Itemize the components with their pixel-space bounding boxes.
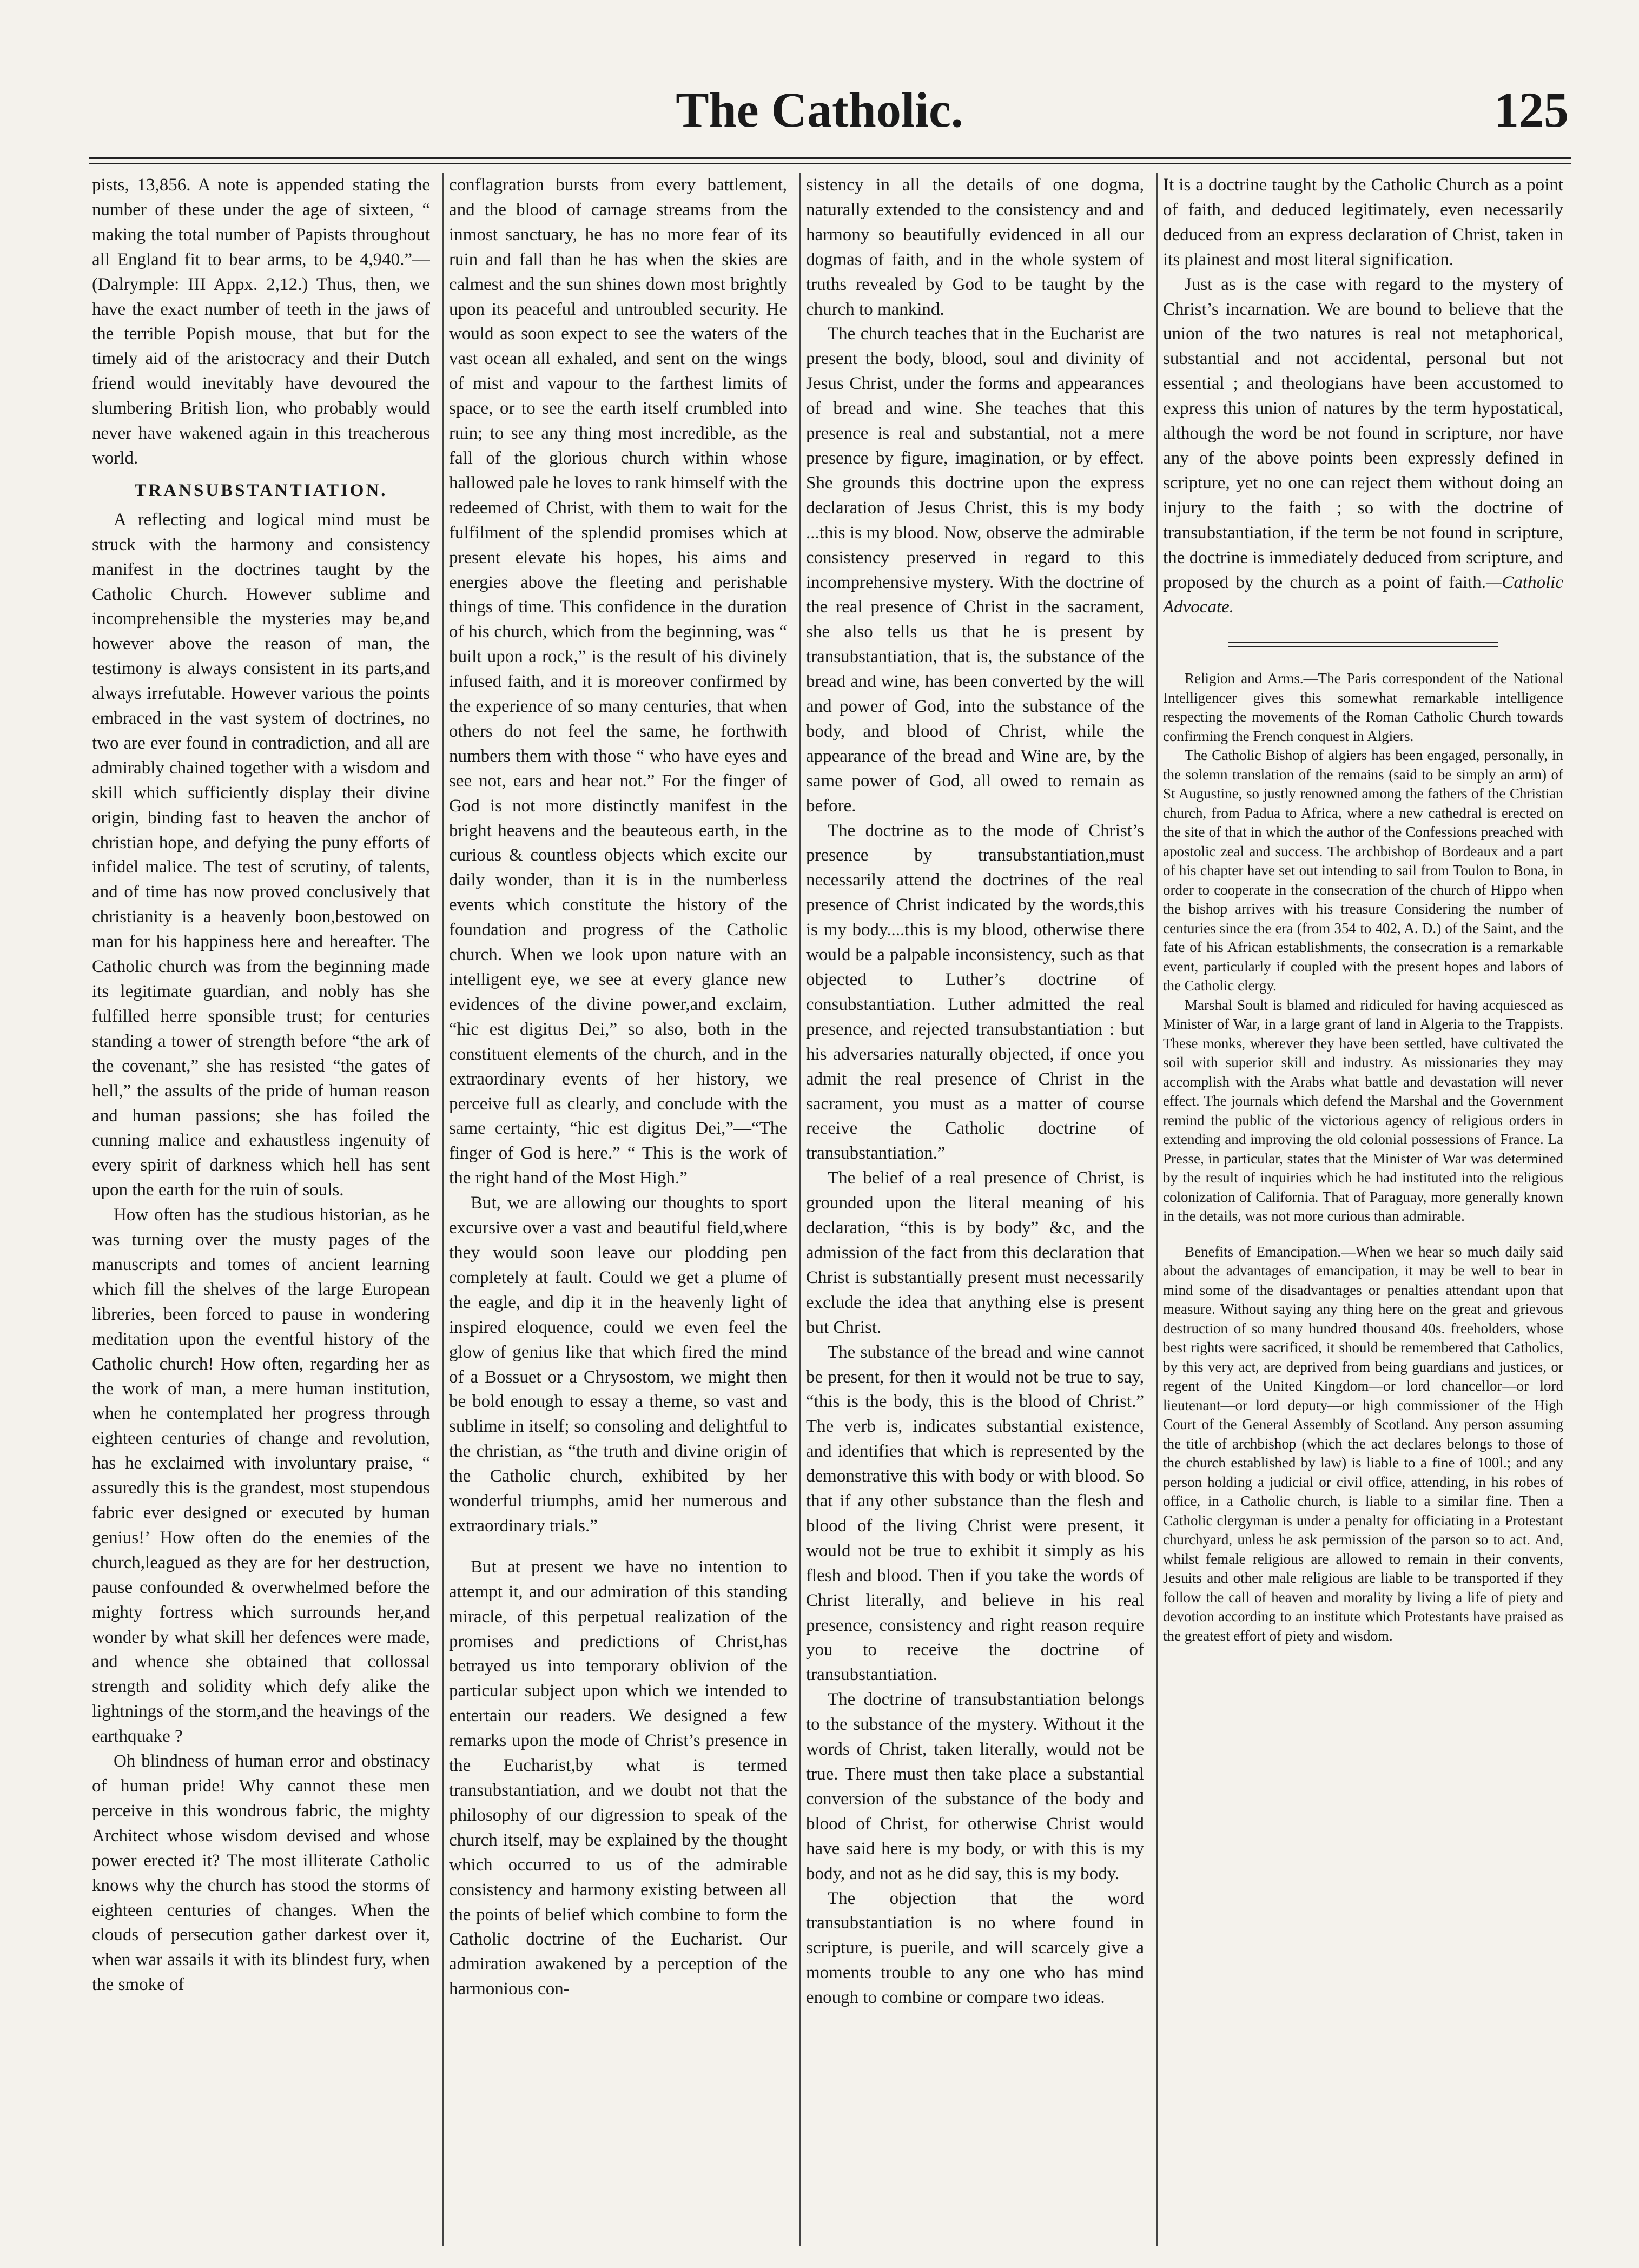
paragraph: The substance of the bread and wine cannot be present, for then it would not be true to say, “this is the body, this is the blood of Christ.” The verb is, indicates substantial existence, and identifies that which is represented by the demonstrative this with body or with blood. So that if any other substance than the flesh and blood of the living Christ were present, it would not be true to exhibit it simply as his flesh and blood. Then if you take the words of Christ literally, and believe in his real presence, consistency and right reason require you to receive the doctrine of transubstantiation.: [806, 1342, 1144, 1685]
column-1: [92, 173, 430, 2252]
section-separator-thin: [1228, 646, 1498, 647]
column-divider: [799, 173, 801, 2246]
paragraph: The church teaches that in the Eucharist are present the body, blood, soul and divinity of Jesus Christ, under the forms and appearances of bread and wine. She teaches that this presence is real and substantial, not a mere presence by figure, imagination, or by effect. She grounds this doctrine upon the express declaration of Jesus Christ, this is my body ...this is my blood. Now, observe the admirable consistency preserved in regard to this incomprehensive mystery. With the doctrine of the real presence of Christ in the sacrament, she also tells us that he is present by transubstantiation, that is, the substance of the bread and wine, has been converted by the will and power of God, into the substance of the body, and blood of Christ, while the appearance of the bread and Wine are, by the same power of God, all owed to remain as before.: [806, 324, 1144, 816]
paragraph: The belief of a real presence of Christ, is grounded upon the literal meaning of his declaration, “this is by body” &c, and the admission of the fact from this declaration that Christ is substantially present must necessarily exclude the idea that anything else is present but Christ.: [806, 1168, 1144, 1337]
paragraph: sistency in all the details of one dogma, naturally extended to the consistency and and harmony so beautifully evidenced in all our dogmas of faith, and in the whole system of truths revealed by God to be taught by the church to mankind.: [806, 175, 1144, 319]
paragraph: A reflecting and logical mind must be struck with the harmony and consistency manifest in the doctrines taught by the Catholic Church. However sublime and incomprehensible the mysteries may be,and however above the reason of man, the testimony is always consistent in its parts,and always irrefutable. However various the points embraced in the vast system of doctrines, no two are ever found in contradiction, and all are admirably chained together with a wisdom and skill which sufficiently display their divine origin, binding fast to heaven the anchor of christian hope, and defying the puny efforts of infidel malice. The test of scrutiny, of talents, and of time has now proved conclusively that christianity is a heavenly boon,bestowed on man for his happiness here and hereafter. The Catholic church was from the beginning made its legitimate guardian, and nobly has she fulfilled herre sponsible trust; for centuries standing a tower of strength before “the ark of the covenant,” she has resisted “the gates of hell,” the assults of the pride of human reason and human passions; she has foiled the cunning malice and exhaustless ingenuity of every spirit of darkness which hell has sent upon the earth for the ruin of souls.: [92, 510, 430, 1200]
column-divider: [1156, 173, 1158, 2246]
paragraph: The objection that the word transubstantiation is no where found in scripture, is puerile, and will scarcely give a moments trouble to any one who has mind enough to combine or compare two ideas.: [806, 1888, 1144, 2008]
header-rule: [89, 157, 1571, 159]
paragraph: Oh blindness of human error and obstinacy of human pride! Why cannot these men perceive in this wondrous fabric, the mighty Architect whose wisdom devised and whose power erected it? The most illiterate Catholic knows why the church has stood the storms of eighteen centuries of changes. When the clouds of persecution gather darkest over it, when war assails it with its blindest fury, when the smoke of: [92, 1751, 430, 1995]
news-item: Benefits of Emancipation.—When we hear so much daily said about the advantages of emancipation, it may be well to bear in mind some of the disadvantages or penalties attendant upon that measure. Without saying any thing here on the great and grievous destruction of so many hundred thousand 40s. freeholders, whose best rights were sacrificed, it should be remembered that Catholics, by this very act, are deprived from being guardians and justices, or regent of the United Kingdom—or lord chancellor—or lord lieutenant—or lord deputy—or high commissioner of the High Court of the General Assembly of Scotland. Any person assuming the title of archbishop (which the act declares belongs to those of the church established by law) is liable to a fine of 100l.; and any person holding a judicial or civil office, attending, in his robes of office, in a Catholic church, is liable to a similar fine. Then a Catholic clergyman is under a penalty for officiating in a Protestant churchyard, unless he ask permission of the parson so to act. And, whilst female religious are allowed to remain in their convents, Jesuits and other male religious are liable to be transported if they follow the call of heaven and morality by living a life of piety and devotion according to an institute which Protestants have praised as the greatest effort of piety and wisdom.: [1163, 1243, 1563, 1644]
paragraph: It is a doctrine taught by the Catholic Church as a point of faith, and deduced legitimately, even necessarily deduced from an express declaration of Christ, taken in its plainest and most literal signification.: [1163, 175, 1563, 269]
news-item: The Catholic Bishop of algiers has been engaged, personally, in the solemn translation of the remains (said to be simply an arm) of St Augustine, so justly renowned among the fathers of the Christian church, from Padua to Africa, where a new cathedral is erected on the site of that in which the author of the Confessions preached with apostolic zeal and success. The archbishop of Bordeaux and a part of his chapter have set out intending to sail from Toulon to Bona, in order to cooperate in the consecration of the church of Hippo when the bishop arrives with his treasure Considering the number of centuries since the era (from 354 to 402, A. D.) of the Saint, and the fate of his African establishments, the consecration is a remarkable event, particularly if coupled with the present hopes and labors of the Catholic clergy.: [1163, 747, 1563, 994]
section-heading: TRANSUBSTANTIATION.: [134, 480, 388, 500]
paragraph: conflagration bursts from every battlement, and the blood of carnage streams from the inmost sanctuary, he has no more fear of its ruin and fall than he has when the skies are calmest and the sun shines down most brightly upon its peaceful and untroubled security. He would as soon expect to see the waters of the vast ocean all exhaled, and sent on the wings of mist and vapour to the farthest limits of space, or to see the earth itself crumbled into ruin; to see any thing most incredible, as the fall of the glorious church within whose hallowed pale he loves to rank himself with the redeemed of Christ, with them to wait for the fulfilment of the splendid promises which at present elevate his hopes, his aims and energies above the fleeting and perishable things of time. This confidence in the duration of his church, which from the beginning, was “ built upon a rock,” is the result of his divinely infused faith, and it is moreover confirmed by the experience of so many centuries, that when others do not feel the same, he forthwith numbers them with those “ who have eyes and see not, ears and hear not.” For the finger of God is not more distinctly manifest in the bright heavens and the beauteous earth, in the curious & countless objects which excite our daily wonder, than it is in the numberless events which constitute the history of the foundation and progress of the Catholic church. When we look upon nature with an intelligent eye, we see at every glance new evidences of the divine power,and exclaim, “hic est digitus Dei,” so also, both in the constituent elements of the church, and in the extraordinary events of her history, we perceive full as clearly, and conclude with the same certainty, “hic est digitus Dei,”—“The finger of God is here.” “ This is the work of the right hand of the Most High.”: [449, 175, 787, 1188]
page-number: 125: [1494, 82, 1569, 137]
column-divider: [442, 173, 444, 2246]
paragraph: But, we are allowing our thoughts to sport excursive over a vast and beautiful field,where they would soon leave our plodding pen completely at fault. Could we get a plume of the eagle, and dip it in the heavenly light of inspired eloquence, could we even feel the glow of genius like that which fired the mind of a Bossuet or a Chrysostom, we might then be bold enough to essay a theme, so vast and sublime in itself; so consoling and delightful to the christian, as “the truth and divine origin of the Catholic church, exhibited by her wonderful triumphs, amid her numerous and extraordinary trials.”: [449, 1193, 787, 1536]
paragraph-text: Just as is the case with regard to the mystery of Christ’s incarnation. We are bound to believe that the union of the two natures is real not metaphorical, substantial and not accidental, personal but not essential ; and theologians have been accustomed to express this union of natures by the term hypostatical, although the word be not found in scripture, nor have any of the above points been expressly defined in scripture, yet no one can reject them without doing an injury to the faith ; so with the doctrine of transubstantiation, if the term be not found in scripture, the doctrine is immediately deduced from scripture, and proposed by the church as a point of faith.: [1163, 274, 1563, 592]
column-3: [806, 173, 1144, 2252]
spacer: [1163, 1226, 1563, 1242]
source-attribution: —Catholic Advocate.: [1163, 572, 1563, 617]
news-item: Religion and Arms.—The Paris correspondent of the National Intelligencer gives this somewhat remarkable intelligence respecting the movements of the Roman Catholic Church towards confirming the French conquest in Algiers.: [1163, 670, 1563, 744]
paragraph: How often has the studious historian, as he was turning over the musty pages of the manuscripts and tomes of ancient learning which fill the shelves of the large European libreries, been forced to pause in wondering meditation upon the eventful history of the Catholic church! How often, regarding her as the work of man, a mere human institution, when he contemplated her progress through eighteen centuries of change and revolution, has he exclaimed with involuntary praise, “ assuredly this is the grandest, most stupendous fabric ever designed or executed by human genius!’ How often do the enemies of the church,leagued as they are for her destruction, pause confounded & overwhelmed before the mighty fortress which surrounds her,and wonder by what skill her defences were made, and whence she obtained that collossal strength and solidity which defy alike the lightnings of the storm,and the heavings of the earthquake ?: [92, 1205, 430, 1747]
page-title: The Catholic.: [676, 82, 963, 137]
paragraph: pists, 13,856. A note is appended stating the number of these under the age of sixteen, “ making the total number of Papists throughout all England fit to bear arms, to be 4,940.”—(Dalrymple: III Appx. 2,12.) Thus, then, we have the exact number of teeth in the jaws of the terrible Popish mouse, that but for the timely aid of the aristocracy and their Dutch friend would inevitably have devoured the slumbering British lion, who probably would never have wakened again in this treacherous world.: [92, 175, 430, 468]
paragraph: The doctrine of transubstantiation belongs to the substance of the mystery. Without it the words of Christ, taken literally, would not be true. There must then take place a substantial conversion of the substance of the body and blood of Christ, for otherwise Christ would have said here is my body, or with this is my body, and not as he did say, this is my body.: [806, 1690, 1144, 1883]
paragraph: But at present we have no intention to attempt it, and our admiration of this standing miracle, of this perpetual realization of the promises and predictions of Christ,has betrayed us into temporary oblivion of the particular subject upon which we intended to entertain our readers. We designed a few remarks upon the mode of Christ’s presence in the Eucharist,by what is termed transubstantiation, and we doubt not that the philosophy of our digression to speak of the church itself, may be explained by the thought which occurred to us of the admirable consistency and harmony existing between all the points of belief which combine to form the Catholic doctrine of the Eucharist. Our admiration awakened by a perception of the harmonious con-: [449, 1557, 787, 1999]
spacer: [449, 1539, 787, 1555]
news-item: Marshal Soult is blamed and ridiculed for having acquiesced as Minister of War, in a large grant of land in Algeria to the Trappists. These monks, wherever they have been settled, have cultivated the soil with superior skill and industry. As missionaries they may accomplish with the Arabs what battle and devastation will never effect. The journals which defend the Marshal and the Government remind the public of the victorious agency of religious orders in extending and improving the old colonial possessions of France. La Presse, in particular, states that the Minister of War was determined by the result of inquiries which he had instituted into the religious colonization of California. That of Paraguay, more generally known in the details, was not more curious than admirable.: [1163, 996, 1563, 1225]
section-separator: [1228, 642, 1498, 643]
column-2: [449, 173, 787, 2252]
column-4: [1163, 173, 1563, 2252]
header-rule-thin: [89, 163, 1571, 164]
paragraph: [1163, 273, 1563, 620]
paragraph: The doctrine as to the mode of Christ’s presence by transubstantiation,must necessarily attend the doctrines of the real presence of Christ indicated by the words,this is my body....this is my blood, otherwise there would be a palpable inconsistency, such as that objected to Luther’s doctrine of consubstantiation. Luther admitted the real presence, and rejected transubstantiation : but his adversaries naturally objected, if once you admit the real presence of Christ in the sacrament, you must as a matter of course receive the Catholic doctrine of transubstantiation.”: [806, 821, 1144, 1163]
